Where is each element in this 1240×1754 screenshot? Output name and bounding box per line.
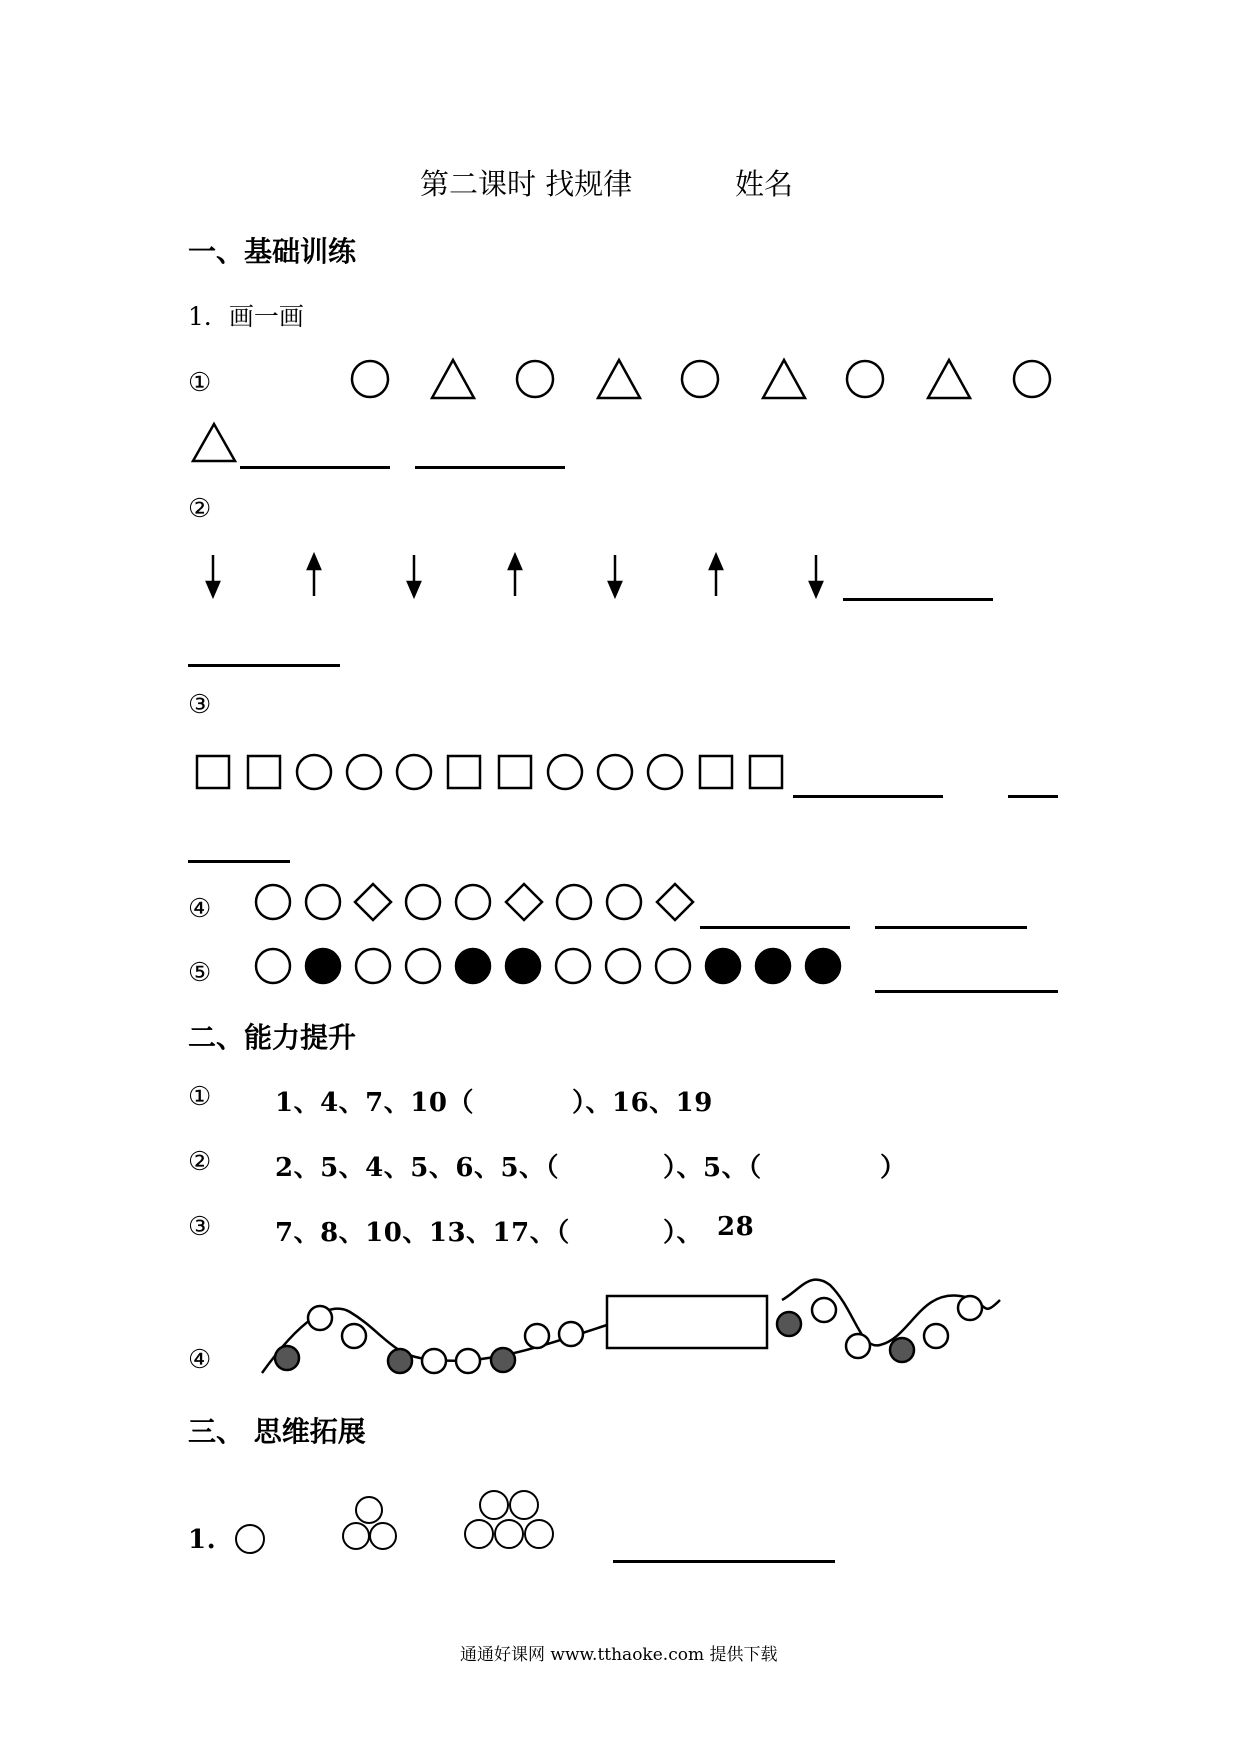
bead-filled	[491, 1348, 515, 1372]
arrow-down-icon	[810, 555, 822, 596]
bead-filled	[388, 1349, 412, 1373]
row-5-answer-blank[interactable]	[875, 990, 1058, 993]
section-2-heading: 二、能力提升	[188, 1021, 357, 1054]
row-3-answer-blank-1[interactable]	[793, 795, 943, 798]
row-5-pattern	[256, 949, 840, 983]
group-3-circle	[370, 1523, 396, 1549]
square-icon	[499, 756, 531, 788]
circle-icon	[682, 361, 718, 397]
bead-filled	[777, 1312, 801, 1336]
group-5-circle	[495, 1520, 523, 1548]
circle-icon	[406, 885, 440, 919]
seq-2-answer-space-2[interactable]	[770, 1147, 870, 1183]
circle-icon	[556, 949, 590, 983]
filled-circle-icon	[706, 949, 740, 983]
row-1-answer-blank-1[interactable]	[240, 466, 390, 469]
bead-open	[812, 1298, 836, 1322]
circle-icon	[306, 885, 340, 919]
answer-box	[607, 1296, 767, 1348]
circle-icon	[517, 361, 553, 397]
circle-icon	[347, 755, 381, 789]
bead-filled	[890, 1338, 914, 1362]
section-3-item-label: 1.	[188, 1525, 217, 1555]
bead-open	[559, 1322, 583, 1346]
seq-3-marker: ③	[188, 1212, 212, 1242]
circle-icon	[256, 885, 290, 919]
circle-icon	[397, 755, 431, 789]
seq-1-answer-space[interactable]	[472, 1082, 567, 1118]
square-icon	[700, 756, 732, 788]
group-5-circle	[525, 1520, 553, 1548]
bead-open	[456, 1349, 480, 1373]
seq-1-text-b: ）、16、19	[572, 1088, 713, 1118]
question-1-label: 1．画一画	[188, 302, 304, 331]
bead-open	[422, 1349, 446, 1373]
bead-open	[846, 1334, 870, 1358]
bead-open	[958, 1296, 982, 1320]
section-3-heading: 三、 思维拓展	[188, 1415, 366, 1448]
seq-2-text-c: ）	[880, 1153, 907, 1183]
diamond-icon	[506, 884, 542, 920]
triangle-icon	[432, 360, 474, 398]
row-3-marker: ③	[188, 690, 212, 720]
arrow-down-icon	[207, 555, 219, 596]
row-1-marker: ①	[188, 368, 212, 398]
filled-circle-icon	[306, 949, 340, 983]
bead-string	[262, 1280, 1000, 1373]
row-3-answer-blank-3[interactable]	[188, 860, 290, 863]
name-label: 姓名	[735, 167, 794, 201]
section-3-answer-blank[interactable]	[613, 1560, 835, 1563]
circle-icon	[648, 755, 682, 789]
group-3-circle	[343, 1523, 369, 1549]
row-3-answer-blank-2[interactable]	[1008, 795, 1058, 798]
arrow-down-icon	[408, 555, 420, 596]
page-title: 第二课时 找规律	[420, 167, 633, 201]
seq-2-text-b: ）、5、（	[663, 1153, 762, 1183]
bead-open	[342, 1324, 366, 1348]
seq-1-marker: ①	[188, 1082, 212, 1112]
row-2-answer-blank-1[interactable]	[843, 598, 993, 601]
circle-icon	[1014, 361, 1050, 397]
filled-circle-icon	[806, 949, 840, 983]
group-3-circle	[356, 1497, 382, 1523]
circle-icon	[606, 949, 640, 983]
seq-2-answer-space-1[interactable]	[560, 1147, 655, 1183]
square-icon	[248, 756, 280, 788]
seq-2-text-a: 2、5、4、5、6、5、（	[275, 1153, 560, 1183]
row-1-answer-blank-2[interactable]	[415, 466, 565, 469]
filled-circle-icon	[506, 949, 540, 983]
seq-3-text-b: ）、	[663, 1218, 704, 1248]
triangle-icon	[193, 424, 235, 461]
square-icon	[750, 756, 782, 788]
bead-open	[525, 1324, 549, 1348]
row-4-marker: ④	[188, 894, 212, 924]
row-2-answer-blank-2[interactable]	[188, 664, 340, 667]
filled-circle-icon	[456, 949, 490, 983]
circle-icon	[356, 949, 390, 983]
seq-2-marker: ②	[188, 1147, 212, 1177]
bead-filled	[275, 1346, 299, 1370]
row-2-marker: ②	[188, 494, 212, 524]
triangle-icon	[598, 360, 640, 398]
circle-icon	[456, 885, 490, 919]
circle-icon	[548, 755, 582, 789]
row-2-pattern	[207, 555, 822, 596]
square-icon	[197, 756, 229, 788]
section-1-heading: 一、基础训练	[188, 235, 357, 268]
group-5-circle	[465, 1520, 493, 1548]
row-4-pattern	[256, 884, 693, 920]
arrow-up-icon	[308, 555, 320, 596]
arrow-down-icon	[609, 555, 621, 596]
row-4-answer-blank-1[interactable]	[700, 926, 850, 929]
circle-icon	[557, 885, 591, 919]
arrow-up-icon	[710, 555, 722, 596]
square-icon	[448, 756, 480, 788]
row-5-marker: ⑤	[188, 958, 212, 988]
bead-open	[924, 1324, 948, 1348]
seq-1-text-a: 1、4、7、10（	[275, 1088, 474, 1118]
circle-icon	[256, 949, 290, 983]
row-3-pattern	[197, 755, 782, 789]
group-5-circle	[510, 1491, 538, 1519]
group-1-circle	[236, 1525, 264, 1553]
row-1-pattern	[193, 360, 1050, 461]
diamond-icon	[657, 884, 693, 920]
circle-icon	[406, 949, 440, 983]
circle-icon	[847, 361, 883, 397]
row-4-answer-blank-2[interactable]	[875, 926, 1027, 929]
footer-text: 通通好课网 www.tthaoke.com 提供下载	[460, 1645, 778, 1665]
circle-icon	[598, 755, 632, 789]
bead-open	[308, 1306, 332, 1330]
seq-3-text-a: 7、8、10、13、17、（	[275, 1218, 570, 1248]
circle-icon	[352, 361, 388, 397]
triangle-icon	[928, 360, 970, 398]
bead-item-marker: ④	[188, 1345, 212, 1375]
diamond-icon	[355, 884, 391, 920]
group-5-circle	[480, 1491, 508, 1519]
circle-icon	[656, 949, 690, 983]
circle-groups	[236, 1491, 553, 1553]
arrow-up-icon	[509, 555, 521, 596]
filled-circle-icon	[756, 949, 790, 983]
triangle-icon	[763, 360, 805, 398]
circle-icon	[297, 755, 331, 789]
seq-3-answer-space[interactable]	[560, 1212, 655, 1248]
circle-icon	[607, 885, 641, 919]
seq-3-text-c: 28	[717, 1212, 755, 1242]
string-curve	[262, 1280, 1000, 1373]
